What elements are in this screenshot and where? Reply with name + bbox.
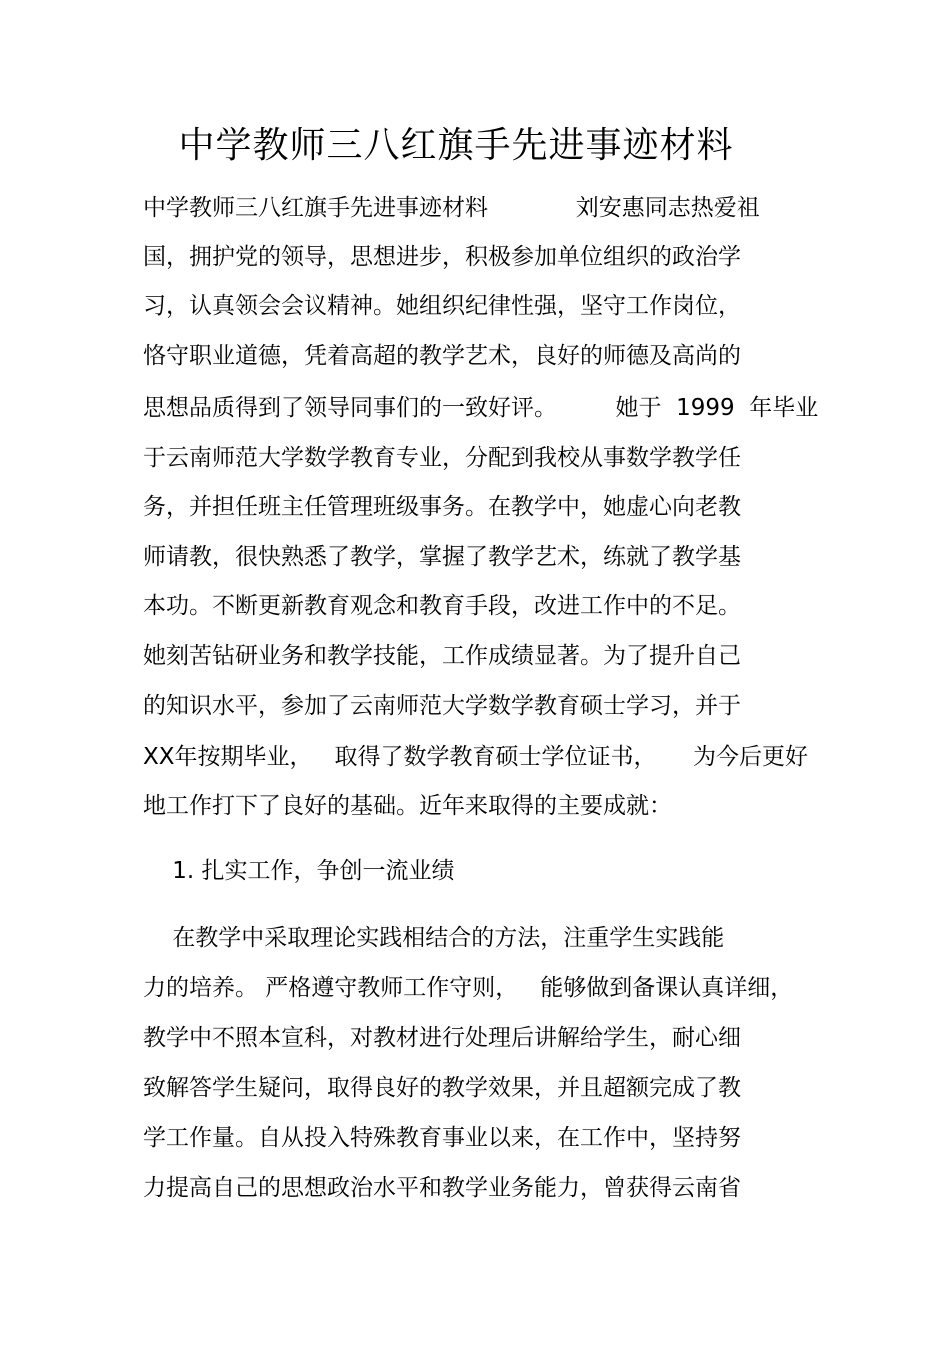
text-line: 恪守职业道德，凭着高超的教学艺术，良好的师德及高尚的 bbox=[143, 343, 741, 369]
text-line: 力提高自己的思想政治水平和教学业务能力，曾获得云南省 bbox=[143, 1175, 741, 1201]
text-line: XX年按期毕业， 取得了数学教育硕士学位证书， 为今后更好 bbox=[143, 744, 809, 770]
text-line: 学工作量。自从投入特殊教育事业以来，在工作中，坚持努 bbox=[143, 1125, 741, 1151]
text-line: 致解答学生疑问，取得良好的教学效果，并且超额完成了教 bbox=[143, 1075, 741, 1101]
text-line: 师请教，很快熟悉了教学，掌握了教学艺术，练就了教学基 bbox=[143, 544, 741, 570]
section-heading: 1. 扎实工作，争创一流业绩 bbox=[143, 858, 455, 884]
text-line: 中学教师三八红旗手先进事迹材料 刘安惠同志热爱祖 bbox=[143, 195, 760, 221]
text-line: 力的培养。 严格遵守教师工作守则， 能够做到备课认真详细， bbox=[143, 975, 794, 1001]
text-line: 她刻苦钻研业务和教学技能，工作成绩显著。为了提升自己 bbox=[143, 643, 741, 669]
text-line: 务，并担任班主任管理班级事务。在教学中，她虚心向老教 bbox=[143, 494, 741, 520]
text-line: 国，拥护党的领导，思想进步，积极参加单位组织的政治学 bbox=[143, 244, 741, 270]
text-line: 的知识水平，参加了云南师范大学数学教育硕士学习，并于 bbox=[143, 693, 741, 719]
text-line: 教学中不照本宣科，对教材进行处理后讲解给学生，耐心细 bbox=[143, 1025, 741, 1051]
text-line: 在教学中采取理论实践相结合的方法，注重学生实践能 bbox=[143, 925, 725, 951]
page-title: 中学教师三八红旗手先进事迹材料 bbox=[178, 125, 734, 166]
text-line: 本功。不断更新教育观念和教育手段，改进工作中的不足。 bbox=[143, 593, 741, 619]
text-line: 于云南师范大学数学教育专业，分配到我校从事数学教学任 bbox=[143, 445, 741, 471]
text-line: 思想品质得到了领导同事们的一致好评。 她于 1999 年毕业 bbox=[143, 395, 819, 421]
text-line: 地工作打下了良好的基础。近年来取得的主要成就： bbox=[143, 793, 672, 819]
text-line: 习，认真领会会议精神。她组织纪律性强，坚守工作岗位， bbox=[143, 293, 741, 319]
